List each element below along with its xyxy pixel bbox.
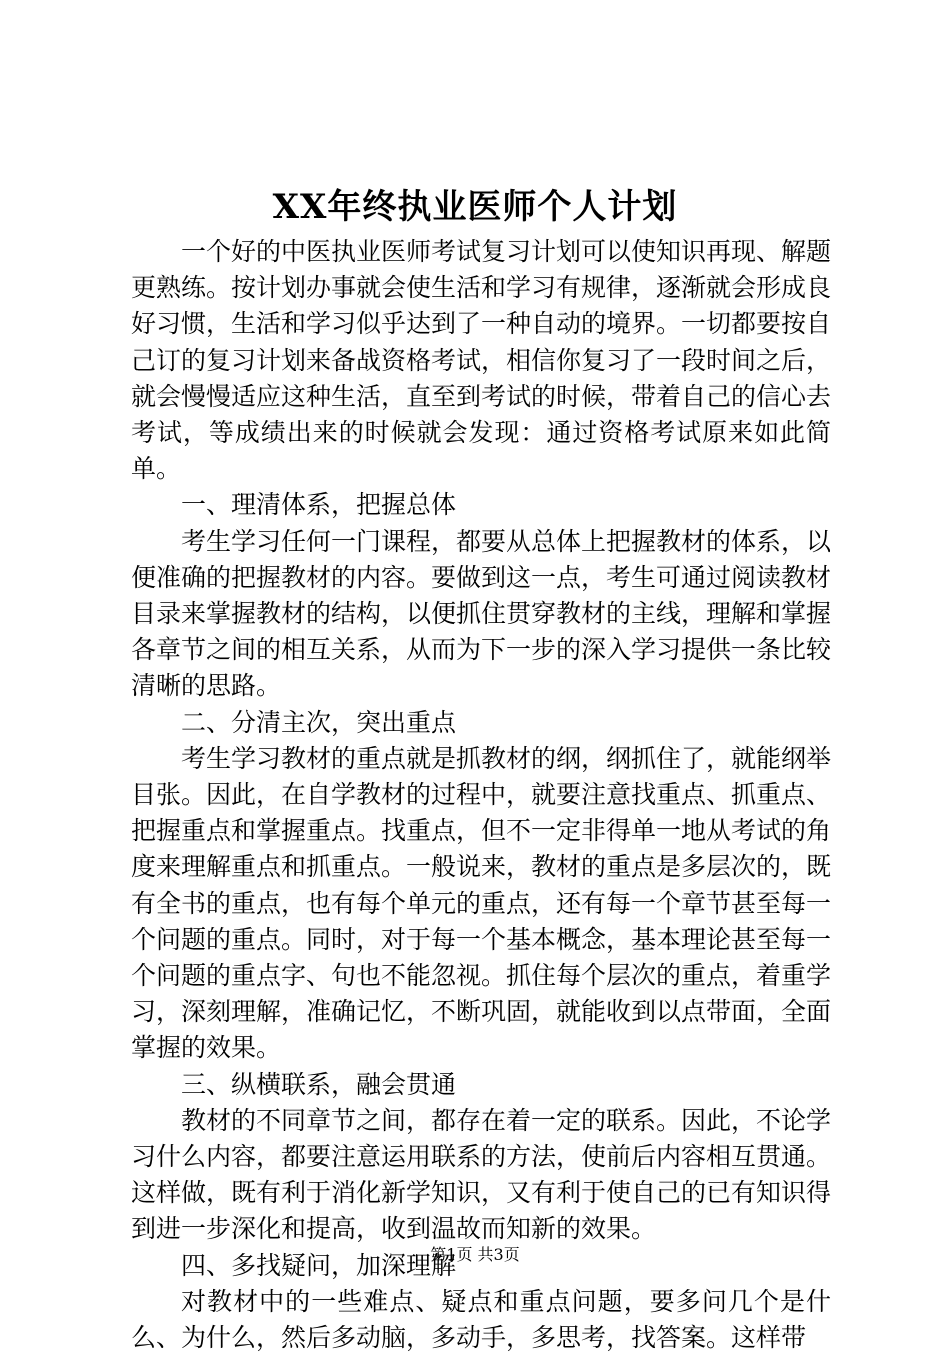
intro-paragraph: 一个好的中医执业医师考试复习计划可以使知识再现、解题更熟练。按计划办事就会使生活和学习有规律，逐渐就会形成良好习惯，生活和学习似乎达到了一种自动的境界。一切都要按自己订的复习计划来备战资格考试，相信你复习了一段时间之后，就会慢慢适应这种生活，直至到考试的时候，带着自己的信心去考试，等成绩出来的时候就会发现：通过资格考试原来如此简单。 <box>131 237 832 484</box>
section-paragraph-3: 教材的不同章节之间，都存在着一定的联系。因此，不论学习什么内容，都要注意运用联系的方法，使前后内容相互贯通。这样做，既有利于消化新学知识，又有利于使自己的已有知识得到进一步深化和提高，收到温故而知新的效果。 <box>131 1105 832 1244</box>
page-number-footer: 第1页 共3页 <box>430 1245 520 1264</box>
section-paragraph-2: 考生学习教材的重点就是抓教材的纲，纲抓住了，就能纲举目张。因此，在自学教材的过程中，就要注意找重点、抓重点、把握重点和掌握重点。找重点，但不一定非得单一地从考试的角度来理解重点和抓重点。一般说来，教材的重点是多层次的，既有全书的重点，也有每个单元的重点，还有每一个章节甚至每一个问题的重点。同时，对于每一个基本概念，基本理论甚至每一个问题的重点字、句也不能忽视。抓住每个层次的重点，着重学习，深刻理解，准确记忆，不断巩固，就能收到以点带面，全面掌握的效果。 <box>131 743 832 1063</box>
section-paragraph-4: 对教材中的一些难点、疑点和重点问题，要多问几个是什么、为什么，然后多动脑，多动手，多思考，找答案。这样带 <box>131 1286 831 1353</box>
document-body <box>131 234 831 1356</box>
section-heading-4: 四、多找疑问，加深理解 <box>181 1250 457 1280</box>
document-title: XX年终执业医师个人计划 <box>272 187 678 227</box>
section-heading-1: 一、理清体系，把握总体 <box>181 490 457 520</box>
section-paragraph-1: 考生学习任何一门课程，都要从总体上把握教材的体系，以便准确的把握教材的内容。要做到这一点，考生可通过阅读教材目录来掌握教材的结构，以便抓住贯穿教材的主线，理解和掌握各章节之间的相互关系，从而为下一步的深入学习提供一条比较清晰的思路。 <box>131 526 832 701</box>
section-heading-3: 三、纵横联系，融会贯通 <box>181 1069 457 1099</box>
section-heading-2: 二、分清主次，突出重点 <box>181 707 457 737</box>
